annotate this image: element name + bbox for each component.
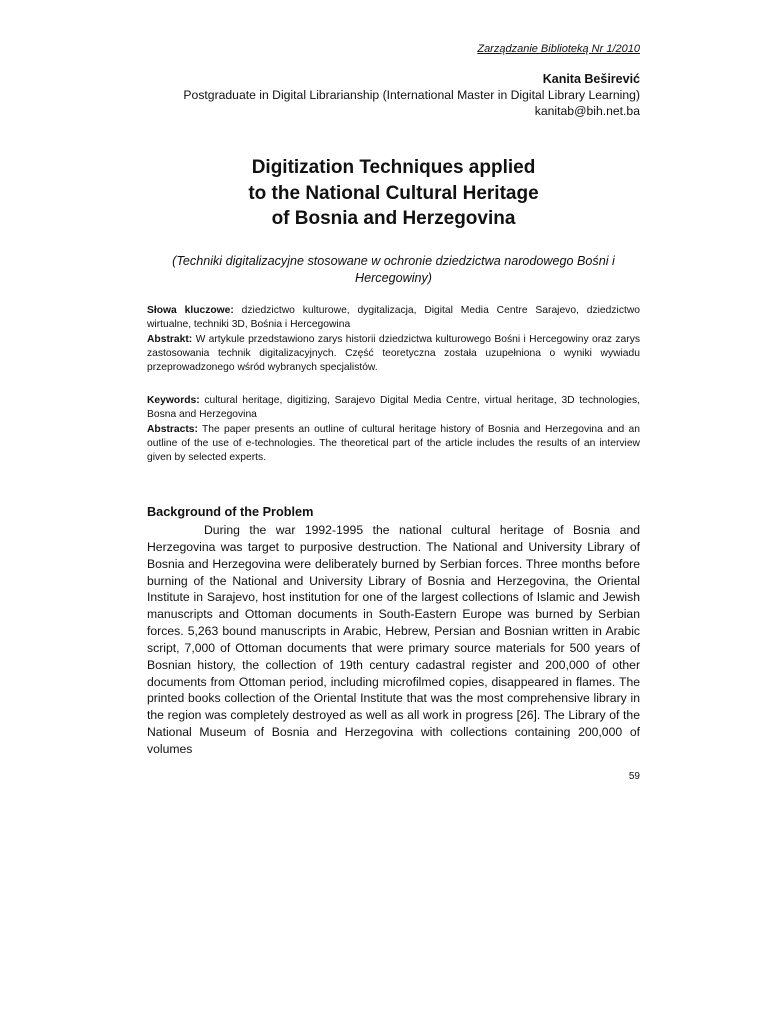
author-block	[183, 71, 640, 119]
page-number: 59	[628, 771, 640, 782]
title-line: to the National Cultural Heritage	[248, 182, 539, 204]
paragraph-text: During the war 1992-1995 the national cultural heritage of Bosnia and Herzegovina was target to purposive destruction. The National and University Library of Bosnia and Herzegovina were deliberately burned by Serbian forces. Three months before burning of the National and University Library of Bosnia and Herzegovina, the Oriental Institute in Sarajevo, host institution for one of the largest collections of Islamic and Jewish manuscripts and Ottoman documents in South-Eastern Europe was burned by Serbian forces. 5,263 bound manuscripts in Arabic, Hebrew, Persian and Bosnian written in Arabic script, 7,000 of Ottoman documents that were primary source materials for 500 years of Bosnian history, the collection of 19th century cadastral register and 200,000 of other documents from Ottoman period, including microfilmed copies, disappeared in flames. The printed books collection of the Oriental Institute that was the most comprehensive library in the region was completely destroyed as well as all work in progress [26]. The Library of the National Museum of Bosnia and Herzegovina with collections containing 200,000 of volumes	[147, 523, 640, 756]
title-line: of Bosnia and Herzegovina	[271, 208, 516, 229]
english-keywords-text: cultural heritage, digitizing, Sarajevo Digital Media Centre, virtual heritage, 3D technologies, Bosna and Herzegovina	[147, 395, 640, 421]
polish-subtitle: (Techniki digitalizacyjne stosowane w ochronie dziedzictwa narodowego Bośni i Hercegowiny)	[172, 254, 615, 285]
polish-keywords-text: dziedzictwo kulturowe, dygitalizacja, Digital Media Centre Sarajevo, dziedzictwo wirtualne, techniki 3D, Bośnia i Hercegowina	[147, 305, 640, 331]
polish-keywords	[147, 304, 640, 333]
polish-abstract-label: Abstrakt:	[147, 333, 193, 345]
polish-abstract-text: W artykule przedstawiono zarys historii dziedzictwa kulturowego Bośni i Hercegowiny oraz zarys zastosowania technik digitalizacyjnych. Część teoretyczna została uzupełniona o wyniki wywiadu przeprowadzonego wśród wybranych specjalistów.	[147, 333, 640, 374]
english-keywords-label: Keywords:	[147, 395, 200, 406]
title-line: Digitization Techniques applied	[251, 157, 536, 178]
english-abstract-label: Abstracts:	[147, 423, 198, 435]
paper-page	[147, 0, 640, 1024]
author-email: kanitab@bih.net.ba	[534, 104, 640, 118]
section-heading: Background of the Problem	[147, 505, 314, 519]
english-abstract-block	[147, 394, 640, 465]
english-keywords	[147, 394, 640, 423]
english-abstract-text: The paper presents an outline of cultural heritage history of Bosnia and Herzegovina and an outline of the use of e-technologies. The theoretical part of the article includes the results of an interview given by selected experts.	[147, 423, 640, 464]
polish-abstract	[147, 333, 640, 376]
section-paragraph	[147, 522, 640, 758]
journal-header: Zarządzanie Biblioteką Nr 1/2010	[477, 43, 640, 55]
author-affiliation: Postgraduate in Digital Librarianship (International Master in Digital Library Learning)	[183, 88, 640, 102]
polish-abstract-block	[147, 304, 640, 375]
author-name: Kanita Beširević	[542, 72, 640, 86]
english-abstract	[147, 423, 640, 466]
polish-keywords-label: Słowa kluczowe:	[147, 305, 234, 316]
paper-title	[147, 155, 640, 232]
